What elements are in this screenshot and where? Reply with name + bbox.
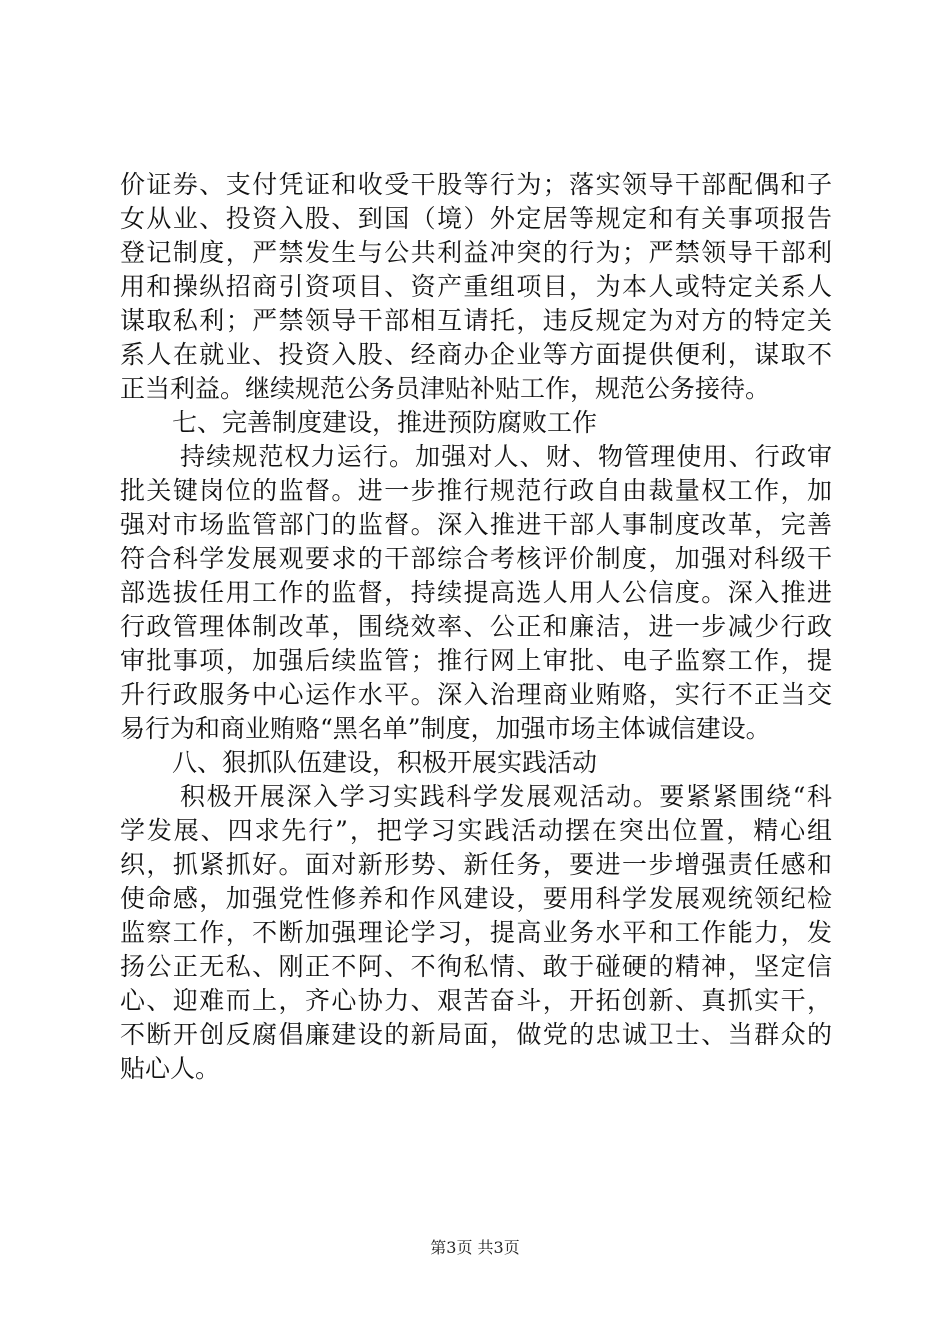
text-line: 登记制度，严禁发生与公共利益冲突的行为；严禁领导干部利 [120,238,832,267]
page-footer: 第3页 共3页 [430,1238,520,1257]
text-line: 持续规范权力运行。加强对人、财、物管理使用、行政审 [180,442,832,471]
text-line: 强对市场监管部门的监督。深入推进干部人事制度改革，完善 [120,510,832,539]
text-line: 用和操纵招商引资项目、资产重组项目，为本人或特定关系人 [120,272,832,301]
text-line: 心、迎难而上，齐心协力、艰苦奋斗，开拓创新、真抓实干， [120,986,832,1015]
text-line: 女从业、投资入股、到国（境）外定居等规定和有关事项报告 [120,204,832,233]
section-heading: 八、狠抓队伍建设，积极开展实践活动 [172,748,598,777]
text-line: 扬公正无私、刚正不阿、不徇私情、敢于碰硬的精神，坚定信 [120,952,832,981]
text-line: 系人在就业、投资入股、经商办企业等方面提供便利，谋取不 [120,340,832,369]
text-line: 审批事项，加强后续监管；推行网上审批、电子监察工作，提 [120,646,832,675]
text-line: 升行政服务中心运作水平。深入治理商业贿赂，实行不正当交 [120,680,832,709]
text-line: 贴心人。 [120,1054,221,1083]
text-line: 行政管理体制改革，围绕效率、公正和廉洁，进一步减少行政 [120,612,832,641]
text-line: 价证券、支付凭证和收受干股等行为；落实领导干部配偶和子 [120,170,832,199]
text-line: 监察工作，不断加强理论学习，提高业务水平和工作能力，发 [120,918,832,947]
section-heading: 七、完善制度建设，推进预防腐败工作 [172,408,598,437]
text-line: 使命感，加强党性修养和作风建设，要用科学发展观统领纪检 [120,884,832,913]
text-line: 不断开创反腐倡廉建设的新局面，做党的忠诚卫士、当群众的 [120,1020,832,1049]
text-line: 正当利益。继续规范公务员津贴补贴工作，规范公务接待。 [120,374,771,403]
text-line: 部选拔任用工作的监督，持续提高选人用人公信度。深入推进 [120,578,832,607]
text-line: 谋取私利；严禁领导干部相互请托，违反规定为对方的特定关 [120,306,832,335]
text-line: 学发展、四求先行”，把学习实践活动摆在突出位置，精心组 [120,816,832,845]
text-line: 织，抓紧抓好。面对新形势、新任务，要进一步增强责任感和 [120,850,832,879]
text-line: 符合科学发展观要求的干部综合考核评价制度，加强对科级干 [120,544,832,573]
document-body [120,168,832,1086]
text-line: 积极开展深入学习实践科学发展观活动。要紧紧围绕“科 [180,782,832,811]
text-line: 批关键岗位的监督。进一步推行规范行政自由裁量权工作，加 [120,476,832,505]
text-line: 易行为和商业贿赂“黑名单”制度，加强市场主体诚信建设。 [120,714,771,743]
